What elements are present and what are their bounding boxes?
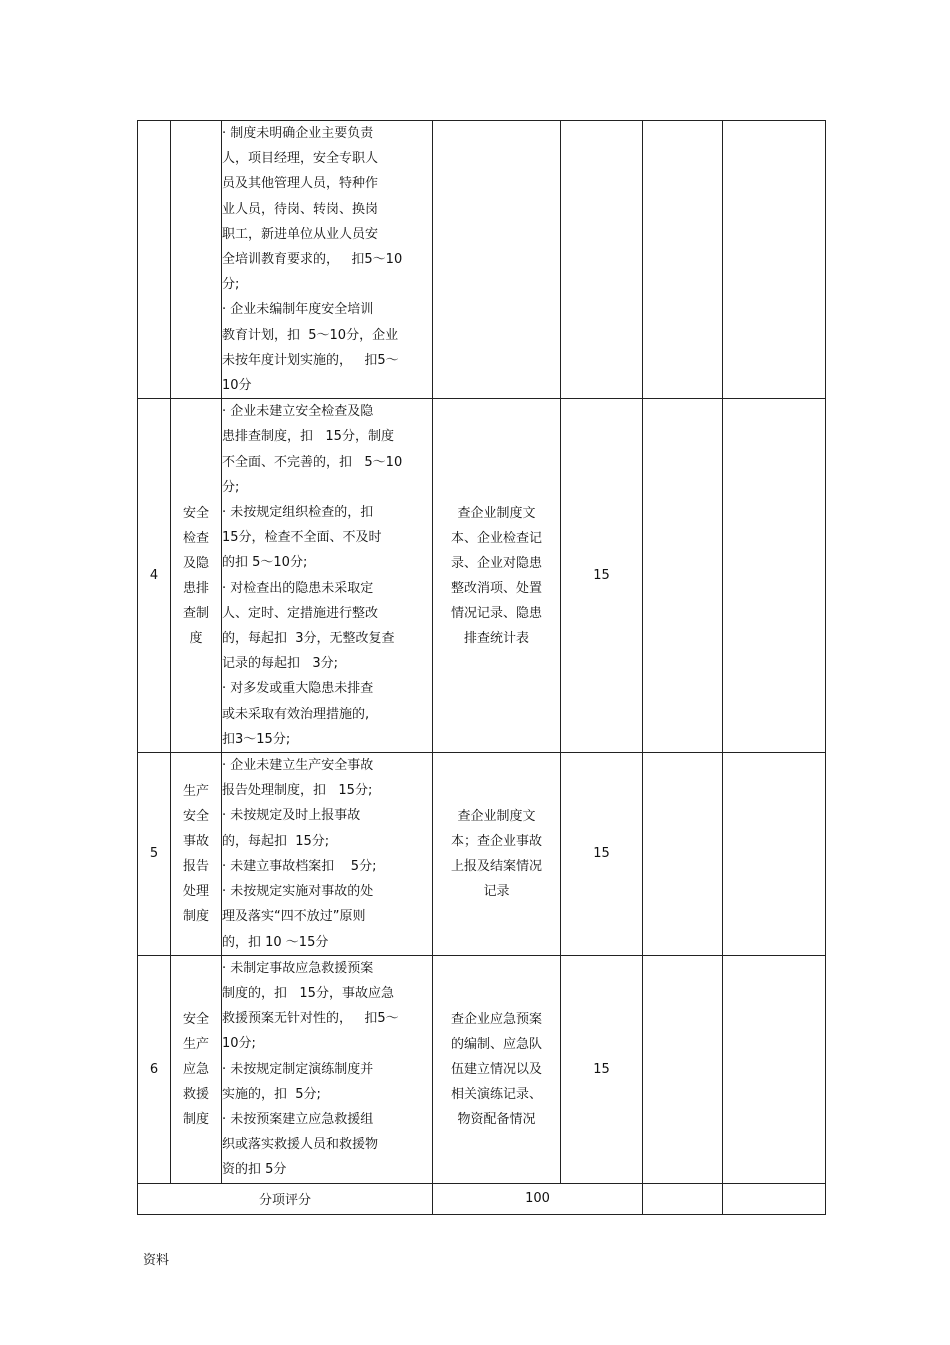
empty-cell <box>643 399 723 753</box>
row-criteria: · 企业未建立安全检查及隐 患排查制度，扣 15分，制度 不全面、不完善的，扣 5～10 分; · 未按规定组织检查的，扣 15分，检查不全面、不及时 的扣 5～10分; · 对检查出的隐患未采取定 人、定时、定措施进行整改 的，每起扣 3分，无整改复查 记录的每起扣 3分; · 对多发或重大隐患未排查 或未采取有效治理措施的, 扣3～15分; <box>222 399 433 753</box>
row-score <box>561 121 643 399</box>
row-item: 生产安全事故报告处理制度 <box>171 753 222 956</box>
table-row <box>138 955 826 1183</box>
summary-value: 100 <box>433 1183 643 1214</box>
table-row <box>138 121 826 399</box>
empty-cell <box>723 955 826 1183</box>
empty-cell <box>643 753 723 956</box>
scoring-table <box>137 120 826 1215</box>
row-method: 查企业制度文本、企业检查记录、企业对隐患整改消项、处置情况记录、隐患排查统计表 <box>433 399 561 753</box>
summary-label: 分项评分 <box>138 1183 433 1214</box>
empty-cell <box>643 121 723 399</box>
empty-cell <box>723 399 826 753</box>
row-score: 15 <box>561 955 643 1183</box>
summary-row <box>138 1183 826 1214</box>
row-index: 4 <box>138 399 171 753</box>
row-method: 查企业应急预案的编制、应急队伍建立情况以及相关演练记录、物资配备情况 <box>433 955 561 1183</box>
row-item <box>171 121 222 399</box>
row-criteria: · 未制定事故应急救援预案 制度的，扣 15分，事故应急 救援预案无针对性的， 扣5～ 10分; · 未按规定制定演练制度并 实施的，扣 5分; · 未按预案建立应急救援组 织或落实救援人员和救援物 资的扣 5分 <box>222 955 433 1183</box>
row-index: 6 <box>138 955 171 1183</box>
row-criteria: · 企业未建立生产安全事故 报告处理制度，扣 15分; · 未按规定及时上报事故 的，每起扣 15分; · 未建立事故档案扣 5分; · 未按规定实施对事故的处 理及落实“四不放过”原则 的，扣 10 ～15分 <box>222 753 433 956</box>
table-row <box>138 399 826 753</box>
row-criteria: · 制度未明确企业主要负责 人，项目经理，安全专职人 员及其他管理人员，特种作 业人员，待岗、转岗、换岗 职工，新进单位从业人员安 全培训教育要求的， 扣5～10 分; · 企业未编制年度安全培训 教育计划，扣 5～10分，企业 未按年度计划实施的， 扣5～ 10分 <box>222 121 433 399</box>
empty-cell <box>723 121 826 399</box>
row-score: 15 <box>561 399 643 753</box>
empty-cell <box>723 753 826 956</box>
row-item: 安全生产应急救援制度 <box>171 955 222 1183</box>
row-method <box>433 121 561 399</box>
row-index: 5 <box>138 753 171 956</box>
row-method: 查企业制度文本；查企业事故上报及结案情况记录 <box>433 753 561 956</box>
table-row <box>138 753 826 956</box>
row-score: 15 <box>561 753 643 956</box>
row-item: 安全检查及隐患排查制度 <box>171 399 222 753</box>
footer-text: 资料 <box>143 1253 170 1268</box>
empty-cell <box>723 1183 826 1214</box>
row-index <box>138 121 171 399</box>
empty-cell <box>643 1183 723 1214</box>
empty-cell <box>643 955 723 1183</box>
